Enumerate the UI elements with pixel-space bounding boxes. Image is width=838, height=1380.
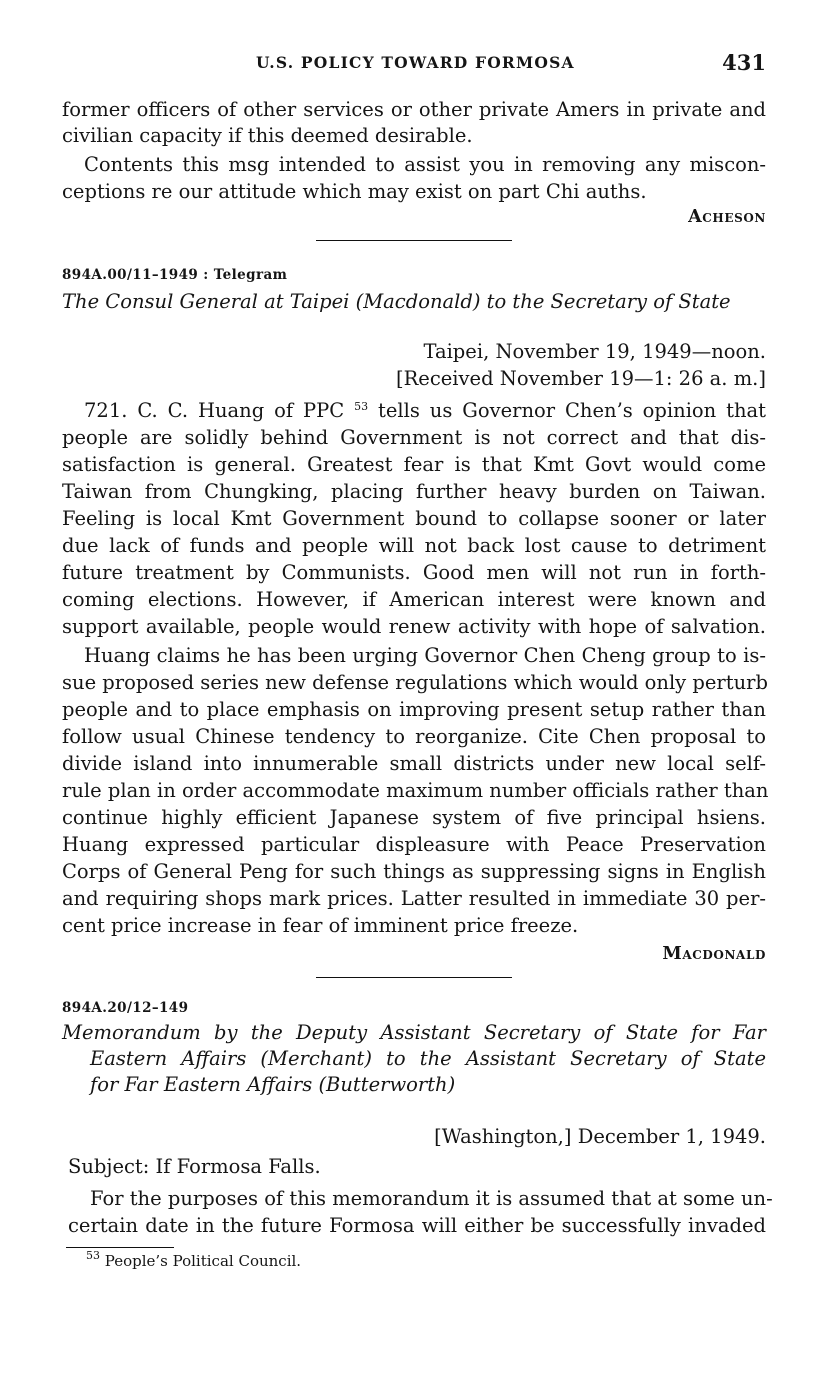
text-line — [84, 397, 766, 424]
text-line: continue highly efficient Japanese system of five principal hsiens. — [62, 806, 766, 829]
place-date: [Washington,] December 1, 1949. — [434, 1125, 766, 1148]
page-number: 431 — [722, 50, 766, 75]
running-head: U.S. POLICY TOWARD FORMOSA — [256, 53, 575, 72]
text-line: Huang expressed particular displeasure with Peace Preservation — [62, 833, 766, 856]
text-line: support available, people would renew activity with hope of salvation. — [62, 615, 766, 638]
text-line: cent price increase in fear of imminent price freeze. — [62, 914, 579, 937]
received-line: [Received November 19—1: 26 a. m.] — [396, 367, 766, 390]
footnote-number: 53 — [86, 1249, 100, 1262]
memo-title-line: for Far Eastern Affairs (Butterworth) — [90, 1073, 456, 1096]
memo-title-line: Eastern Affairs (Merchant) to the Assistant Secretary of State — [90, 1047, 766, 1070]
page-header — [62, 50, 766, 80]
text-line: and requiring shops mark prices. Latter resulted in immediate 30 per- — [62, 887, 766, 910]
place-date-text: Taipei, November 19, 1949—noon. — [423, 340, 766, 363]
footnote-ref: 53 — [354, 400, 369, 413]
text-line: For the purposes of this memorandum it is assumed that at some un- — [90, 1187, 773, 1210]
text-line: due lack of funds and people will not back lost cause to detriment — [62, 534, 766, 557]
text-line: rule plan in order accommodate maximum number officials rather than — [62, 779, 769, 802]
text-line: people and to place emphasis on improving present setup rather than — [62, 698, 766, 721]
text-line: former officers of other services or other private Amers in private and — [62, 98, 766, 121]
signature-macdonald: Macdonald — [662, 944, 766, 964]
text-line: sue proposed series new defense regulations which would only perturb — [62, 671, 768, 694]
text-line: Taiwan from Chungking, placing further heavy burden on Taiwan. — [62, 480, 766, 503]
text-line: Feeling is local Kmt Government bound to collapse sooner or later — [62, 507, 766, 530]
footnote-rule — [66, 1247, 174, 1248]
file-number: 894A.00/11–1949 : Telegram — [62, 267, 288, 283]
subject-line: Subject: If Formosa Falls. — [68, 1155, 321, 1178]
signature-acheson: Acheson — [688, 207, 766, 227]
footnote-text: People’s Political Council. — [104, 1252, 302, 1270]
text-fragment: 721. C. C. Huang of PPC — [84, 399, 345, 422]
text-line: certain date in the future Formosa will either be successfully invaded — [68, 1214, 766, 1237]
section-divider — [316, 977, 512, 979]
text-line: follow usual Chinese tendency to reorganize. Cite Chen proposal to — [62, 725, 766, 748]
text-line: Contents this msg intended to assist you in removing any miscon- — [84, 153, 766, 176]
memo-title-line: Memorandum by the Deputy Assistant Secretary of State for Far — [62, 1021, 766, 1044]
footnote — [86, 1249, 302, 1270]
section-divider — [316, 240, 512, 242]
text-line: coming elections. However, if American interest were known and — [62, 588, 766, 611]
place-date — [62, 338, 766, 365]
text-line: satisfaction is general. Greatest fear is that Kmt Govt would come — [62, 453, 766, 476]
text-line: Corps of General Peng for such things as suppressing signs in English — [62, 860, 766, 883]
text-fragment: tells us Governor Chen’s opinion that — [378, 399, 767, 422]
text-line: divide island into innumerable small districts under new local self- — [62, 752, 766, 775]
text-line: people are solidly behind Government is not correct and that dis- — [62, 426, 766, 449]
text-line: Huang claims he has been urging Governor Chen Cheng group to is- — [84, 644, 766, 667]
file-number: 894A.20/12–149 — [62, 1000, 189, 1016]
text-line: future treatment by Communists. Good men will not run in forth- — [62, 561, 766, 584]
document-title: The Consul General at Taipei (Macdonald) to the Secretary of State — [62, 290, 731, 313]
text-line: ceptions re our attitude which may exist on part Chi auths. — [62, 180, 647, 203]
text-line: civilian capacity if this deemed desirable. — [62, 124, 473, 147]
